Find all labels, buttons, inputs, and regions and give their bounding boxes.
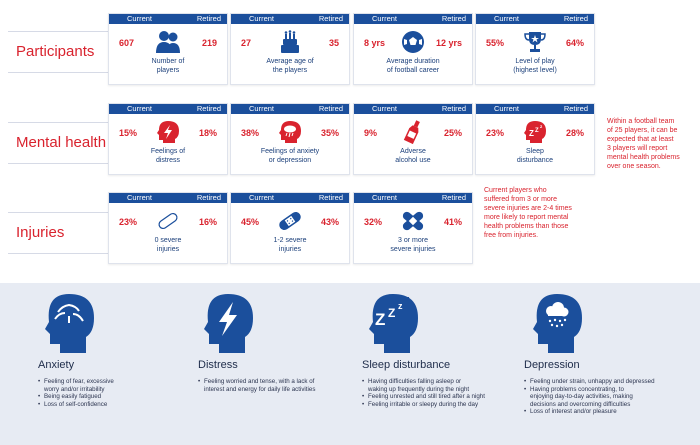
distress-item: • Feeling worried and tense, with a lack of interest and energy for daily life activities [198,378,348,393]
current-value: 9% [364,128,378,138]
bottle-icon [398,120,428,144]
distress-head-icon [195,292,261,354]
anxiety-item: • Feeling of fear, excessive worry and/or irritability [38,378,158,393]
current-value: 8 yrs [364,38,386,48]
depression-item: • Having problems concentrating, to enjoying day-to-day activities, making decisions and overcoming difficulties [524,386,689,409]
caption-line: Sleep [526,148,544,155]
current-value: 55% [486,38,505,48]
caption-line: 1-2 severe [273,237,307,244]
retired-value: 35% [320,128,339,138]
caption-line: 0 severe [154,237,182,244]
note-line: over one season. [607,163,661,170]
depression-head-icon [524,292,590,354]
card-alcohol-use [353,103,473,175]
sleep-head-icon [520,120,550,144]
caption-line: Number of [151,58,185,65]
caption-line: players [156,66,180,74]
note-line: mental health problems [607,154,680,161]
rain-cloud-head-icon [275,120,305,144]
current-value: 607 [119,38,135,48]
current-value: 45% [241,217,260,227]
anxiety-head-icon [36,292,102,354]
retired-header: Retired [196,104,221,113]
current-header: Current [127,193,153,202]
retired-header: Retired [196,193,221,202]
note-line: 3 players will report [607,145,668,152]
retired-value: 35 [328,38,339,48]
card-level-of-play [475,13,595,85]
card-distress [108,103,228,175]
bandage-plain-icon [153,209,183,233]
retired-header: Retired [318,104,343,113]
anxiety-item: • Loss of self-confidence [38,401,158,409]
current-header: Current [127,14,153,23]
caption-line: disturbance [516,156,554,164]
caption-line: of football career [386,66,440,74]
retired-value: 28% [565,128,584,138]
sleep-disturbance-icon [360,292,426,354]
current-header: Current [372,104,398,113]
sleep-disturbance-list [362,378,512,408]
bottom-panel [0,283,700,445]
depression-item: • Loss of interest and/or pleasure [524,408,689,416]
note-line: Within a football team [607,118,675,125]
caption-line: Feelings of [150,148,186,155]
card-sleep-disturbance [475,103,595,175]
anxiety-title: Anxiety [38,359,75,371]
current-header: Current [494,14,520,23]
depression-item: • Feeling under strain, unhappy and depressed [524,378,689,386]
note-line: of 25 players, it can be [607,127,678,134]
row-label-injuries: Injuries [8,212,117,254]
sleep-disturbance-title: Sleep disturbance [362,359,451,371]
depression-title: Depression [524,359,580,371]
people-icon [153,30,183,54]
current-header: Current [249,104,275,113]
caption-line: Adverse [400,148,426,155]
distress-list [198,378,348,393]
current-value: 27 [241,38,252,48]
current-header: Current [127,104,153,113]
note-line: Current players who [484,187,547,194]
caption-line: the players [272,66,308,74]
retired-header: Retired [563,14,588,23]
retired-header: Retired [318,193,343,202]
caption-line: Average duration [386,58,440,65]
cross-bandages-icon [398,209,428,233]
current-header: Current [372,14,398,23]
svg-text:Z: Z [388,306,396,320]
retired-header: Retired [441,193,466,202]
note-line: severe injuries are 2-4 times [484,205,572,212]
card-three-plus-severe-injuries [353,192,473,264]
retired-value: 18% [198,128,217,138]
note-line: free from injuries. [484,232,539,239]
row-label-participants: Participants [8,31,117,73]
trophy-icon [520,30,550,54]
anxiety-list [38,378,158,408]
card-number-of-players [108,13,228,85]
note-line: more likely to report mental [484,214,569,221]
mental-health-note [607,117,699,171]
retired-value: 25% [443,128,462,138]
injuries-note [484,186,599,240]
svg-text:z: z [540,124,543,129]
svg-text:Z: Z [529,129,534,138]
current-value: 23% [486,128,505,138]
depression-list [524,378,689,416]
retired-value: 219 [201,38,217,48]
caption-line: or depression [268,156,312,164]
caption-line: Level of play [515,58,555,65]
retired-value: 64% [565,38,584,48]
caption-line: (highest level) [513,66,557,74]
cake-icon [275,30,305,54]
current-value: 32% [364,217,383,227]
retired-header: Retired [196,14,221,23]
card-career-duration [353,13,473,85]
current-value: 23% [119,217,138,227]
row-label-mental-health: Mental health [8,122,117,164]
sleep-item: • Feeling unrested and still tired after a night [362,393,512,401]
caption-line: severe injuries [390,245,436,253]
note-line: suffered from 3 or more [484,196,558,203]
retired-header: Retired [563,104,588,113]
caption-line: alcohol use [395,156,431,164]
current-header: Current [372,193,398,202]
current-header: Current [249,14,275,23]
lightning-head-icon [153,120,183,144]
sleep-item: • Having difficulties falling asleep or waking up frequently during the night [362,378,512,393]
retired-header: Retired [441,14,466,23]
retired-value: 16% [198,217,217,227]
svg-text:Z: Z [535,128,539,134]
retired-value: 12 yrs [435,38,462,48]
note-line: expected that at least [607,136,674,143]
card-anxiety-depression [230,103,350,175]
card-one-two-severe-injuries [230,192,350,264]
current-value: 38% [241,128,260,138]
caption-line: 3 or more [398,237,428,244]
current-header: Current [249,193,275,202]
caption-line: distress [155,156,181,164]
card-average-age [230,13,350,85]
svg-text:z: z [398,301,403,311]
football-icon [398,30,428,54]
distress-title: Distress [198,359,238,371]
card-no-severe-injuries [108,192,228,264]
current-value: 15% [119,128,138,138]
sleep-item: • Feeling irritable or sleepy during the day [362,401,512,409]
svg-text:Z: Z [375,310,386,329]
retired-value: 41% [443,217,462,227]
caption-line: Average age of [266,58,314,65]
retired-header: Retired [318,14,343,23]
bandage-icon [275,209,305,233]
retired-value: 43% [320,217,339,227]
anxiety-item: • Being easily fatigued [38,393,158,401]
caption-line: Feelings of anxiety [260,148,320,155]
retired-header: Retired [441,104,466,113]
svg-text:z: z [406,296,410,303]
note-line: health problems than those [484,223,569,230]
caption-line: injuries [156,245,180,253]
current-header: Current [494,104,520,113]
caption-line: injuries [278,245,302,253]
